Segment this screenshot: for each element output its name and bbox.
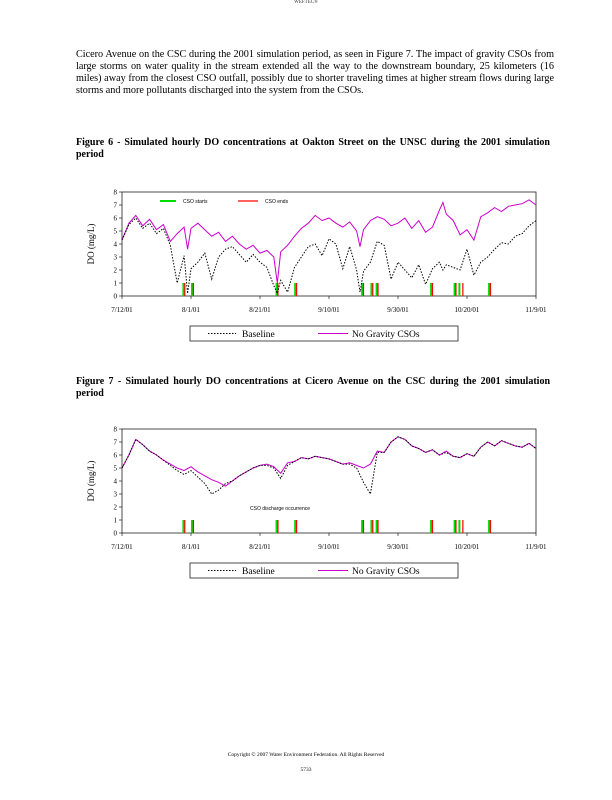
chart-legend [190,326,458,341]
x-tick-label: 9/30/01 [387,543,409,551]
figure-7-caption: Figure 7 - Simulated hourly DO concentrations at Cicero Avenue on the CSC during the 2001 simulation period [76,376,550,399]
x-tick-label: 8/21/01 [249,543,271,551]
y-tick-label: 0 [113,292,117,301]
plot-frame [122,192,536,296]
figure-6-chart [0,180,612,345]
x-tick-label: 8/1/01 [182,306,200,314]
y-tick-label: 3 [113,490,117,499]
page-number: 5733 [300,767,312,773]
no-gravity-cso-series-line [122,200,536,283]
no-gravity-cso-series-line [122,437,536,486]
x-tick-label: 8/1/01 [182,543,200,551]
x-tick-label: 7/12/01 [111,543,133,551]
running-head: WEFTEC® [294,0,318,5]
y-tick-label: 2 [113,266,117,275]
figure-6-caption: Figure 6 - Simulated hourly DO concentrations at Oakton Street on the UNSC during the 2001 simulation period [76,137,550,160]
y-tick-label: 7 [113,201,117,210]
y-tick-label: 3 [113,253,117,262]
plot-frame [122,429,536,533]
x-tick-label: 11/9/01 [525,543,547,551]
chart-legend [190,563,458,578]
cso-start-annotation: CSO starts [183,199,208,205]
y-tick-label: 5 [113,227,117,236]
x-tick-label: 9/10/01 [318,543,340,551]
y-tick-label: 1 [113,279,117,288]
figure-7-chart [0,417,612,582]
y-tick-label: 5 [113,464,117,473]
y-tick-label: 6 [113,214,117,223]
x-tick-label: 9/30/01 [387,306,409,314]
y-tick-label: 0 [113,529,117,538]
y-tick-label: 4 [113,240,117,249]
cso-end-annotation: CSO ends [265,199,289,205]
baseline-series-line [122,437,536,494]
cso-discharge-annotation: CSO discharge occurrence [250,506,311,512]
copyright-notice: Copyright © 2007 Water Environment Federation. All Rights Reserved [227,752,385,758]
y-tick-label: 8 [113,188,117,197]
y-tick-label: 7 [113,438,117,447]
x-tick-label: 11/9/01 [525,306,547,314]
y-tick-label: 6 [113,451,117,460]
no-gravity-legend-label: No Gravity CSOs [352,330,420,340]
x-tick-label: 9/10/01 [318,306,340,314]
body-paragraph: Cicero Avenue on the CSC during the 2001 simulation period, as seen in Figure 7. The impact of gravity CSOs from large storms on water quality in the stream extended all the way to the downstream boundary, 25 kilometers (16 miles) away from the closest CSO outfall, possibly due to shorter traveling times at higher stream flows during large storms and more pollutants discharged into the system from the CSOs. [76,49,554,96]
y-axis-title: DO (mg/L) [86,460,96,502]
no-gravity-legend-label: No Gravity CSOs [352,567,420,577]
x-tick-label: 10/20/01 [454,306,480,314]
y-axis-title: DO (mg/L) [86,223,96,265]
y-tick-label: 4 [113,477,117,486]
x-tick-label: 10/20/01 [454,543,480,551]
y-tick-label: 1 [113,516,117,525]
x-tick-label: 7/12/01 [111,306,133,314]
y-tick-label: 8 [113,425,117,434]
y-tick-label: 2 [113,503,117,512]
baseline-legend-label: Baseline [242,330,275,340]
x-tick-label: 8/21/01 [249,306,271,314]
baseline-legend-label: Baseline [242,567,275,577]
